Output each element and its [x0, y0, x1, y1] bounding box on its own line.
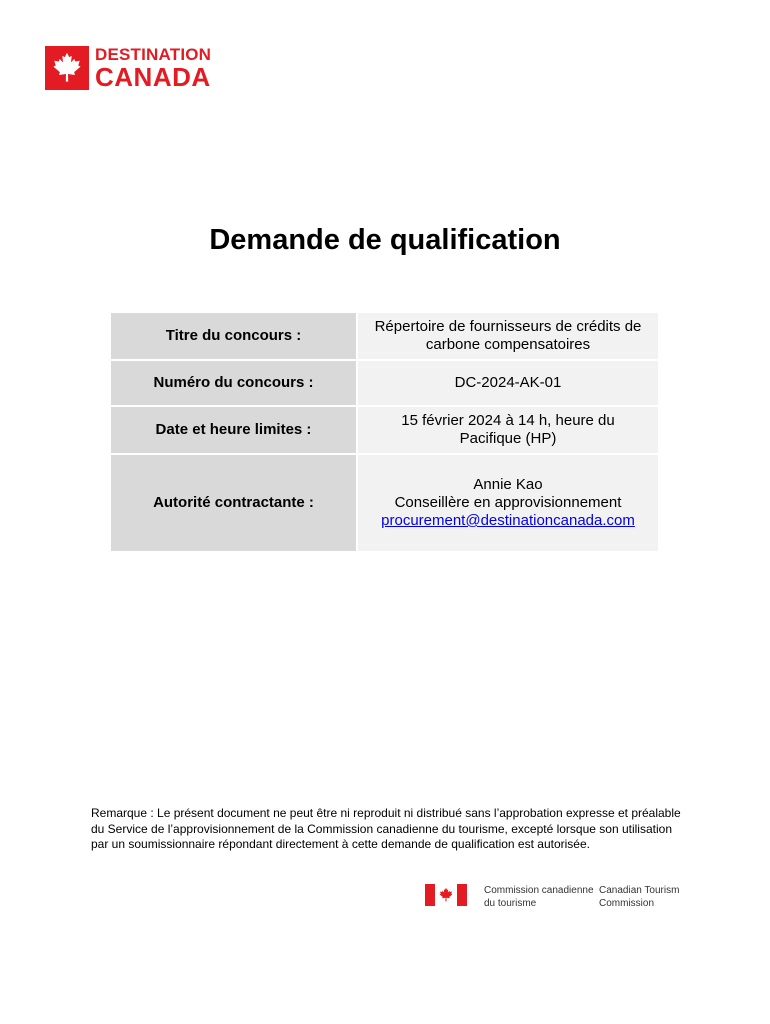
- org-name-english: [599, 884, 689, 910]
- government-footer: [425, 884, 689, 910]
- value-line: carbone compensatoires: [425, 336, 591, 353]
- table-row-number: [111, 361, 658, 405]
- qualification-info-table: [109, 311, 660, 553]
- org-en-line: Canadian Tourism: [599, 885, 680, 896]
- row-value: [358, 313, 658, 359]
- org-fr-line: du tourisme: [484, 898, 537, 909]
- value-line: Pacifique (HP): [459, 430, 557, 447]
- row-label: Titre du concours :: [111, 313, 356, 359]
- value-line: 15 février 2024 à 14 h, heure du: [401, 412, 615, 429]
- document-title: Demande de qualification: [209, 224, 561, 256]
- row-label: Numéro du concours :: [111, 361, 356, 405]
- org-name-french: [484, 884, 599, 910]
- destination-canada-logo: [45, 46, 211, 90]
- row-value: [358, 407, 658, 453]
- maple-leaf-icon: [45, 46, 89, 90]
- remark-note: Remarque : Le présent document ne peut être ni reproduit ni distribué sans l’approbation expresse et préalable du Service de l’approvisionnement de la Commission canadienne du tourisme, excepté lorsque son utilisation par un soumissionnaire répondant directement à cette demande de qualification est autorisée.: [91, 806, 681, 851]
- table-row-title: [111, 313, 658, 359]
- row-label: Date et heure limites :: [111, 407, 356, 453]
- logo-line-destination: DESTINATION: [95, 45, 212, 64]
- org-en-line: Commission: [599, 898, 655, 909]
- value-line: DC-2024-AK-01: [454, 374, 562, 391]
- contact-name: Annie Kao: [473, 476, 543, 493]
- table-row-deadline: [111, 407, 658, 453]
- contact-role: Conseillère en approvisionnement: [394, 494, 622, 511]
- logo-line-canada: CANADA: [95, 62, 211, 92]
- table-row-authority: [111, 455, 658, 551]
- row-label: Autorité contractante :: [111, 455, 356, 551]
- value-line: Répertoire de fournisseurs de crédits de: [374, 318, 642, 335]
- org-fr-line: Commission canadienne: [484, 885, 594, 896]
- row-value: [358, 361, 658, 405]
- row-value: [358, 455, 658, 551]
- canada-flag-icon: [425, 884, 467, 906]
- contact-email-link[interactable]: procurement@destinationcanada.com: [381, 512, 635, 529]
